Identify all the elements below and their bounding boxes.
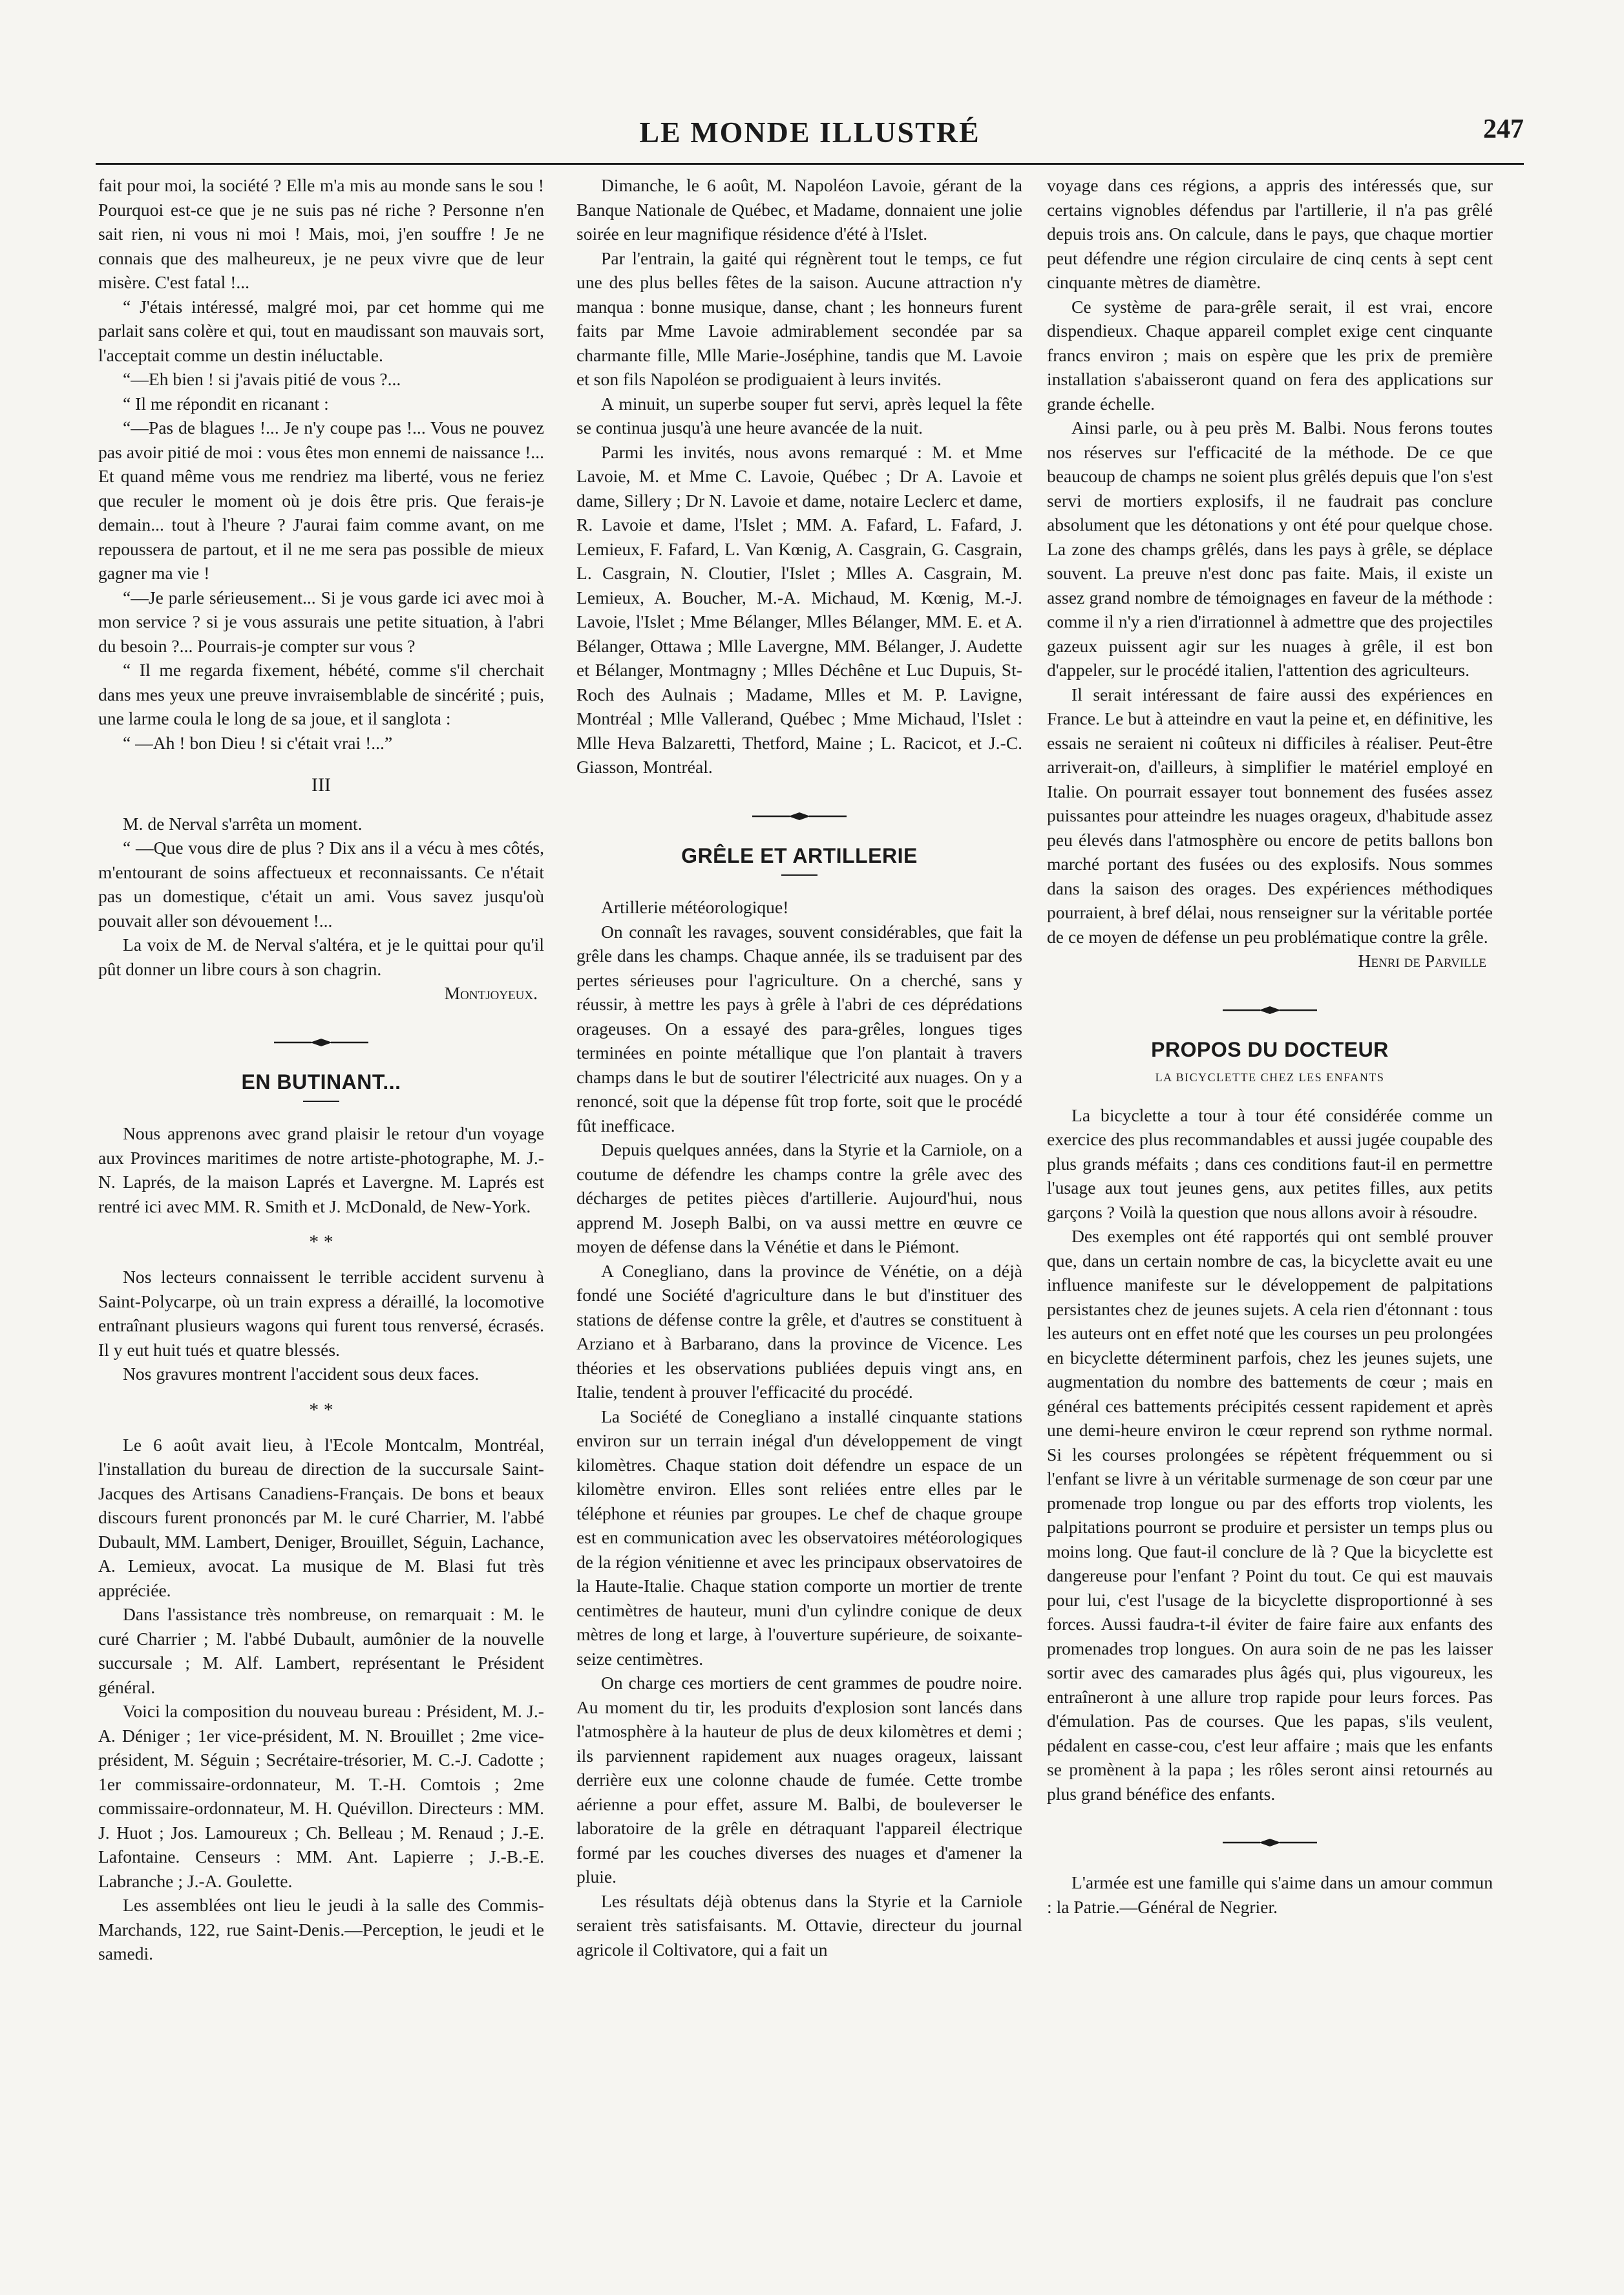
paragraph: Ainsi parle, ou à peu près M. Balbi. Nous ferons toutes nos réserves sur l'efficacité de la méthode. De ce que beaucoup de champs ne soient plus grêlés depuis que l'on s'est servi de mortiers explosifs, il ne faudrait pas conclure absolument que les détonations y ont été pour quelque chose. La zone des champs grêlés, dans les pays à grêle, se déplace souvent. La preuve n'est donc pas faite. Mais, il existe un assez grand nombre de témoignages en faveur de la méthode : comme il n'y a rien d'irrationnel à admettre que des projectiles gazeux puissent agir sur les nuages à grêle, il est bon d'appeler, sur le procédé italien, l'attention des agriculteurs. — [1047, 418, 1493, 680]
paragraph: Les assemblées ont lieu le jeudi à la salle des Commis-Marchands, 122, rue Saint-Denis.—Perception, le jeudi et le samedi. — [98, 1895, 544, 1963]
paragraph: A minuit, un superbe souper fut servi, après lequel la fête se continua jusqu'à une heure avancée de la nuit. — [576, 393, 1022, 438]
column-3 — [1047, 173, 1493, 2177]
soiree-article — [576, 173, 1022, 779]
section-heading: GRÊLE ET ARTILLERIE — [681, 843, 918, 867]
paragraph: Nous apprenons avec grand plaisir le retour d'un voyage aux Provinces maritimes de notre artiste-photographe, M. J.-N. Laprés, de la maison Laprés et Lavergne. M. Laprés est rentré ici avec MM. R. Smith et J. McDonald, de New-York. — [98, 1123, 544, 1216]
masthead-title: LE MONDE ILLUSTRÉ — [639, 116, 980, 149]
ornament-divider — [1221, 1837, 1318, 1848]
column-1 — [98, 173, 544, 2177]
paragraph: Parmi les invités, nous avons remarqué : M. et Mme Lavoie, M. et Mme C. Lavoie, Québec ; Dr A. Lavoie et dame, Sillery ; Dr N. Lavoie et dame, notaire Leclerc et dame, R. Lavoie et dame, l'Islet ; MM. A. Fafard, L. Fafard, J. Lemieux, F. Fafard, L. Van Kœnig, A. Casgrain, G. Casgrain, L. Casgrain, N. Cloutier, l'Islet ; Mlles A. Casgrain, M. Lemieux, A. Boucher, M.-A. Michaud, M. Kœnig, M.-J. Lavoie, l'Islet ; Mme Bélanger, Mlles Bélanger, MM. E. et A. Bélanger, Ottawa ; Mlle Lavergne, MM. Bélanger, J. Audette et Bélanger, Montmagny ; Mlles Déchêne et Luc Dupuis, St-Roch des Aulnais ; Madame, Mlles et M. P. Lavigne, Montréal ; Mlle Vallerand, Québec ; Mme Michaud, l'Islet : Mlle Heva Balzaretti, Thetford, Maine ; L. Racicot, et J.-C. Giasson, Montréal. — [576, 441, 1022, 777]
column-2 — [576, 173, 1022, 2177]
paragraph: fait pour moi, la société ? Elle m'a mis au monde sans le sou ! Pourquoi est-ce que je ne suis pas né riche ? Personne n'en sait rien, ni vous ni moi ! Mais, moi, j'en souffre ! Je ne connais que des malheureux, je ne peux vivre que de leur misère. C'est fatal !... — [98, 175, 544, 292]
epigraph: Artillerie météorologique! — [601, 897, 789, 917]
running-head — [96, 109, 1524, 159]
page-number: 247 — [1483, 114, 1524, 144]
paragraph: La bicyclette a tour à tour été considérée comme un exercice des plus recommandables et aussi jugée coupable des plus grands méfaits ; dans ces conditions faut-il en permettre l'usage aux tout jeunes gens, aux petites filles, aux petits garçons ? Voilà la question que nous allons avoir à résoudre. — [1047, 1105, 1493, 1222]
ornament-divider — [1221, 1004, 1318, 1016]
section-heading: EN BUTINANT... — [241, 1070, 401, 1094]
paragraph: “ Il me répondit en ricanant : — [123, 393, 329, 414]
paragraph: “ —Que vous dire de plus ? Dix ans il a vécu à mes côtés, m'entourant de soins affectueux et reconnaissants. Ce n'était pas un domestique, c'était un ami. Vous savez jusqu'où pouvait aller son dévouement !... — [98, 838, 544, 931]
section-heading: PROPOS DU DOCTEUR — [1151, 1037, 1389, 1061]
paragraph: “ —Ah ! bon Dieu ! si c'était vrai !...” — [123, 732, 393, 753]
paragraph: On connaît les ravages, souvent considérables, que fait la grêle dans les champs. Chaque année, ils se traduisent par des pertes sérieuses pour l'agriculture. On a cherché, sans y réussir, à mettre les pays à grêle à l'abri de ces déprédations orageuses. On a essayé des para-grêles, longues tiges terminées en pointe métallique que l'on plantait à travers champs dans le but de soutirer l'électricité aux nuages. On y a renoncé, soit que la dépense fût trop forte, soit que le procédé fût inefficace. — [576, 921, 1022, 1136]
paragraph: Par l'entrain, la gaité qui régnèrent tout le temps, ce fut une des plus belles fêtes de la saison. Aucune attraction n'y manqua : bonne musique, danse, chant ; les honneurs furent faits par Mme Lavoie admirablement secondée par sa charmante fille, Mlle Marie-Joséphine, tandis que M. Lavoie et son fils Napoléon se prodiguaient à leurs invités. — [576, 248, 1022, 389]
asterism: * * — [309, 1231, 333, 1253]
paragraph: A Conegliano, dans la province de Vénétie, on a déjà fondé une Société d'agriculture dans le but d'instituer des stations de défense contre la grêle, et d'autres se constituent à Arziano et à Barbarano, dans la province de Vicence. Les théories et les observations publiées depuis vingt ans, en Italie, tendent à prouver l'efficacité du procédé. — [576, 1260, 1022, 1402]
paragraph: Il serait intéressant de faire aussi des expériences en France. Le but à atteindre en vaut la peine et, en définitive, les essais ne seraient ni coûteux ni difficiles à réaliser. Peut-être arriverait-on, d'ailleurs, à simplifier le matériel employé en Italie. On pourrait essayer tout bonnement des fusées assez puissantes pour atteindre les nuages orageux, d'habitude assez peu élevés dans l'atmosphère ou encore de petits ballons bon marché portant des fusées ou des explosifs. Nous sommes dans la saison des orages. Des expériences méthodiques pourraient, à bref délai, nous renseigner sur la véritable portée de ce moyen de défense un peu problématique contre la grêle. — [1047, 684, 1493, 947]
paragraph: Depuis quelques années, dans la Styrie et la Carniole, on a coutume de défendre les champs contre la grêle avec des décharges de petites pièces d'artillerie. Aujourd'hui, nous apprend M. Joseph Balbi, on va aussi mettre en œuvre ce moyen de défense dans la Vénétie et dans le Piémont. — [576, 1139, 1022, 1256]
paragraph: La voix de M. de Nerval s'altéra, et je le quittai pour qu'il pût donner un libre cours à son chagrin. — [98, 935, 544, 979]
ornament-divider — [751, 810, 848, 822]
paragraph: Le 6 août avait lieu, à l'Ecole Montcalm, Montréal, l'installation du bureau de direction de la succursale Saint-Jacques des Artisans Canadiens-Français. De bons et beaux discours furent prononcés par M. le curé Charrier, M. l'abbé Dubault, MM. Lambert, Deniger, Brouillet, Séguin, Lachance, A. Lemieux, avocat. La musique de M. Blasi fut très appréciée. — [98, 1434, 544, 1600]
grele-article-continued — [1047, 173, 1493, 949]
paragraph: “ J'étais intéressé, malgré moi, par cet homme qui me parlait sans colère et qui, tout en maudissant son mauvais sort, l'acceptait comme un destin inéluctable. — [98, 296, 544, 365]
paragraph: Nos gravures montrent l'accident sous deux faces. — [123, 1364, 480, 1384]
author-signature: Montjoyeux. — [444, 983, 538, 1003]
paragraph: M. de Nerval s'arrêta un moment. — [123, 813, 363, 834]
header-rule — [96, 163, 1524, 165]
asterism: * * — [309, 1399, 333, 1421]
story-continuation — [98, 173, 544, 755]
subheading: LA BICYCLETTE CHEZ LES ENFANTS — [1155, 1071, 1385, 1084]
heading-rule — [303, 1101, 339, 1102]
grele-article — [576, 920, 1022, 1962]
paragraph: Les résultats déjà obtenus dans la Styrie et la Carniole seraient très satisfaisants. M. Ottavie, directeur du journal agricole il Coltivatore, qui a fait un — [576, 1890, 1022, 1960]
paragraph: On charge ces mortiers de cent grammes de poudre noire. Au moment du tir, les produits d'explosion sont lancés dans l'atmosphère à la hauteur de plus de deux kilomètres et demi ; ils parviennent rapidement aux nuages orageux, laissant derrière eux une colonne chaude de fumée. Cette trombe aérienne a pour effet, assure M. Balbi, de bouleverser le laboratoire de la grêle en détraquant l'appareil électrique formé par les couches diverses des nuages et d'amener la pluie. — [576, 1673, 1022, 1887]
author-signature: Henri de Parville — [1358, 951, 1486, 971]
paragraph: “—Eh bien ! si j'avais pitié de vous ?... — [123, 369, 401, 389]
ornament-divider — [273, 1037, 370, 1048]
chapter-body — [98, 812, 544, 982]
paragraph: Des exemples ont été rapportés qui ont semblé prouver que, dans un certain nombre de cas, la bicyclette avait eu une influence manifeste sur le développement de palpitations persistantes chez de jeunes sujets. A cela rien d'étonnant : tous les auteurs ont en effet noté que les courses un peu prolongées en bicyclette déterminent parfois, chez les jeunes sujets, une augmentation du nombre des battements de cœur ; mais en général ces battements précipités cessent rapidement et après une demi-heure environ le cœur reprend son rythme normal. Si les courses prolongées se répètent fréquemment ou si l'enfant se livre à un véritable surmenage de son cœur par une promenade trop longue ou par des efforts trop violents, les palpitations pourront se produire et persister un temps plus ou moins long. Que faut-il conclure de là ? Que la bicyclette est dangereuse pour l'enfant ? Point du tout. Ce qui est mauvais pour lui, c'est l'usage de la bicyclette disproportionné à ses forces. Aussi faudra-t-il éviter de faire faire aux enfants des promenades trop longues. On aura soin de ne pas les laisser sortir avec des camarades plus âgés qui, plus vigoureux, les entraîneront à une allure trop rapide pour leurs forces. Pas d'émulation. Pas de courses. Que les papas, s'ils veulent, pédalent en casse-cou, c'est leur affaire ; mais que les enfants se promènent à la papa ; les rôles seront ainsi retournés au plus grand bénéfice des enfants. — [1047, 1226, 1493, 1804]
paragraph: “—Pas de blagues !... Je n'y coupe pas !... Vous ne pouvez pas avoir pitié de moi : vous êtes mon ennemi de naissance !... Et quand même vous me rendriez ma liberté, vous ne feriez que reculer le moment où je dois être pris. Que ferais-je demain... tout à l'heure ? J'aurai faim comme avant, on me repoussera de partout, et il ne me sera pas possible de mieux gagner ma vie ! — [98, 418, 544, 583]
paragraph: Ce système de para-grêle serait, il est vrai, encore dispendieux. Chaque appareil complet exige cent cinquante francs environ ; mais on espère que les prix de première installation s'abaisseront quand on fera des applications sur grande échelle. — [1047, 296, 1493, 414]
closing-quote: L'armée est une famille qui s'aime dans un amour commun : la Patrie.—Général de Negrier. — [1047, 1872, 1493, 1917]
paragraph: Nos lecteurs connaissent le terrible accident survenu à Saint-Polycarpe, où un train express a déraillé, la locomotive entraînant plusieurs wagons qui furent tous renversé, écrasés. Il y eut huit tués et quatre blessés. — [98, 1267, 544, 1360]
paragraph: Voici la composition du nouveau bureau : Président, M. J.-A. Déniger ; 1er vice-président, M. N. Brouillet ; 2me vice-président, M. Séguin ; Secrétaire-trésorier, M. C.-J. Cadotte ; 1er commissaire-ordonnateur, M. T.-H. Comtois ; 2me commissaire-ordonnateur, M. H. Quévillon. Directeurs : MM. J. Huot ; Jos. Lamoureux ; Ch. Belleau ; M. Renaud ; J.-E. Lafontaine. Censeurs : MM. Ant. Lapierre ; J.-B.-E. Labranche ; J.-A. Goulette. — [98, 1701, 544, 1891]
heading-rule — [781, 874, 817, 876]
paragraph: “—Je parle sérieusement... Si je vous garde ici avec moi à mon service ? si je vous assurais une petite situation, à l'abri du besoin ?... Pourrais-je compter sur vous ? — [98, 587, 544, 656]
paragraph: Dans l'assistance très nombreuse, on remarquait : M. le curé Charrier ; M. l'abbé Dubault, aumônier de la nouvelle succursale ; M. Alf. Lambert, représentant le Président général. — [98, 1604, 544, 1697]
paragraph: Dimanche, le 6 août, M. Napoléon Lavoie, gérant de la Banque Nationale de Québec, et Madame, donnaient une jolie soirée en leur magnifique résidence d'été à l'Islet. — [576, 175, 1022, 244]
paragraph: voyage dans ces régions, a appris des intéressés que, sur certains vignobles défendus par l'artillerie, il n'a pas grêlé depuis trois ans. On calcule, dans le pays, que chaque mortier peut défendre une région circulaire de cinq cents à sept cent cinquante mètres de diamètre. — [1047, 175, 1493, 292]
chapter-numeral: III — [311, 774, 331, 796]
docteur-article — [1047, 1103, 1493, 1806]
paragraph: La Société de Conegliano a installé cinquante stations environ sur un terrain inégal d'un développement de vingt kilomètres. Chaque station doit défendre un espace de un kilomètre environ. Elles sont reliées entre elles par le téléphone et réunies par groupes. Le chef de chaque groupe est en communication avec les observatoires météorologiques de la région vénitienne et avec les principaux observatoires de la Haute-Italie. Chaque station comporte un mortier de trente centimètres de hauteur, muni d'un cylindre conique de deux mètres de long et large, à l'ouverture supérieure, de soixante-seize centimètres. — [576, 1406, 1022, 1669]
paragraph: “ Il me regarda fixement, hébété, comme s'il cherchait dans mes yeux une preuve invraisemblable de sincérité ; puis, une larme coula le long de sa joue, et il sanglota : — [98, 660, 544, 728]
